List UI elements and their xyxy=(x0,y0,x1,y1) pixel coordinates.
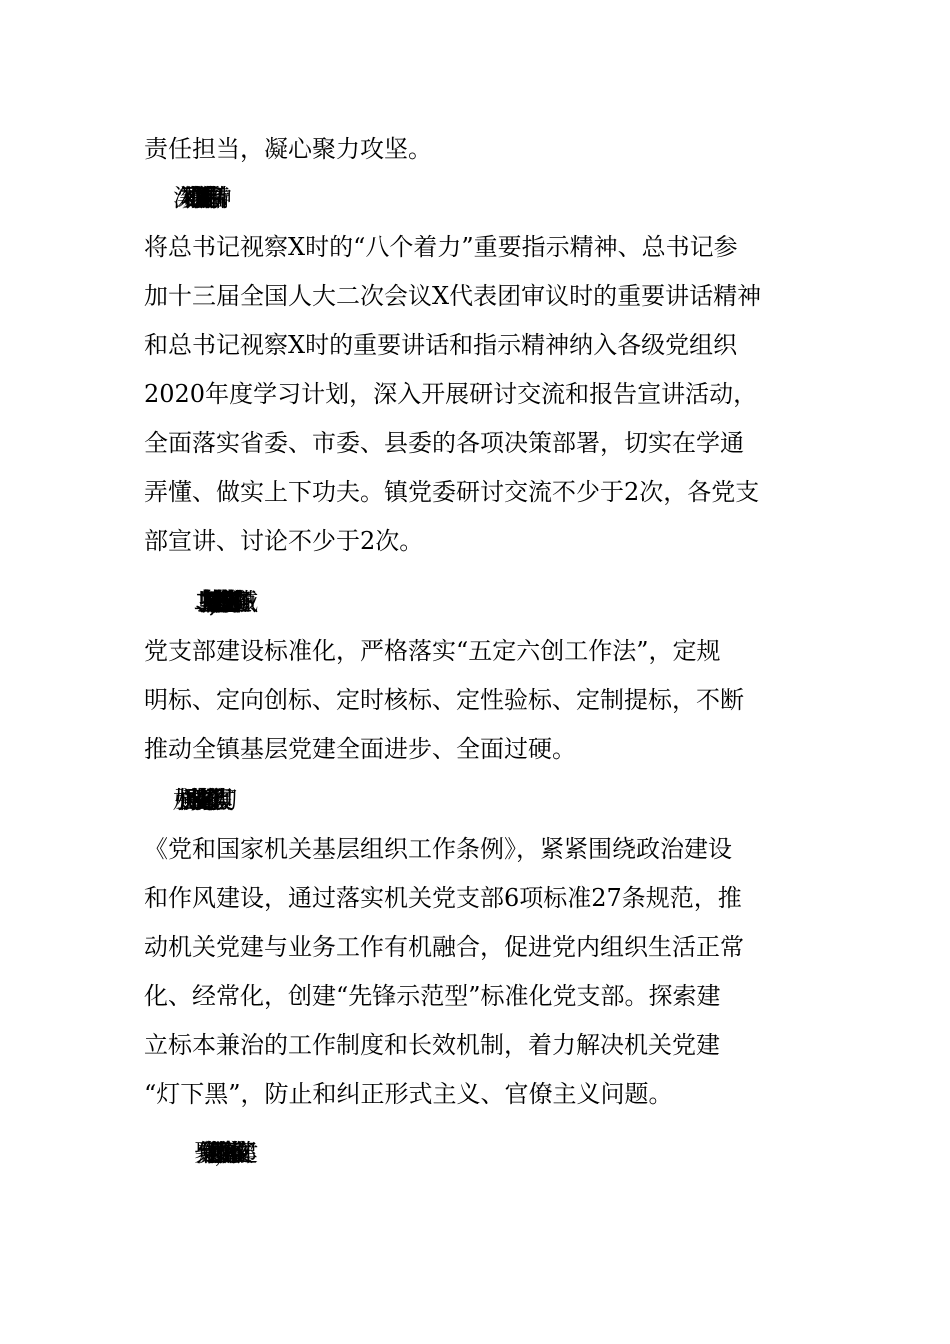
text-line: 《党和国家机关基层组织工作条例》，紧紧围绕政治建设 xyxy=(144,835,732,863)
paragraph-start-line: 聚焦党建引领和政治吸纳，全面落实事业单位支部建 xyxy=(194,1139,236,1167)
text-line: 弄懂、做实上下功夫。镇党委研讨交流不少于2次，各党支 xyxy=(144,478,760,506)
text-line: 部宣讲、讨论不少于2次。 xyxy=(144,527,424,555)
text-line: 化、经常化，创建“先锋示范型”标准化党支部。探索建 xyxy=(144,982,721,1010)
text-line: 和总书记视察X时的重要讲话和指示精神纳入各级党组织 xyxy=(144,331,738,359)
text-line: 2020年度学习计划，深入开展研讨交流和报告宣讲活动， xyxy=(144,380,758,408)
section-heading-line xyxy=(194,582,856,622)
text-line: 党支部建设标准化，严格落实“五定六创工作法”，定规 xyxy=(144,637,721,665)
text-line: 推动全镇基层党建全面进步、全面过硬。 xyxy=(144,735,576,763)
text-line: 和作风建设，通过落实机关党支部6项标准27条规范，推 xyxy=(144,884,742,912)
text-line: 全面落实省委、市委、县委的各项决策部署，切实在学通 xyxy=(144,429,744,457)
section-heading: 二、坚持对标对表，建设过硬支部。 xyxy=(194,587,224,616)
section-heading-continuation: 扎实推进各领域 xyxy=(223,588,237,616)
text-line: 立标本兼治的工作制度和长效机制，着力解决机关党建 xyxy=(144,1031,720,1059)
text-line: 明标、定向创标、定时核标、定性验标、定制提标，不断 xyxy=(144,686,744,714)
text-line: 责任担当，凝心聚力攻坚。 xyxy=(144,135,432,163)
text-line: “灯下黑”，防止和纠正形式主义、官僚主义问题。 xyxy=(144,1080,673,1108)
text-line: 将总书记视察X时的“八个着力”重要指示精神、总书记参 xyxy=(144,233,738,261)
text-line: 加十三届全国人大二次会议X代表团审议时的重要讲话精神 xyxy=(144,282,762,310)
list-item-3-heading: 3.深入学习贯彻总书记关于X的重要讲话和指示精神。 xyxy=(194,184,212,212)
text-line: 动机关党建与业务工作有机融合，促进党内组织生活正常 xyxy=(144,933,744,961)
list-item-4-heading: 4.加强机关、事业单位党支部建设标准化。认真贯彻 xyxy=(194,786,215,814)
